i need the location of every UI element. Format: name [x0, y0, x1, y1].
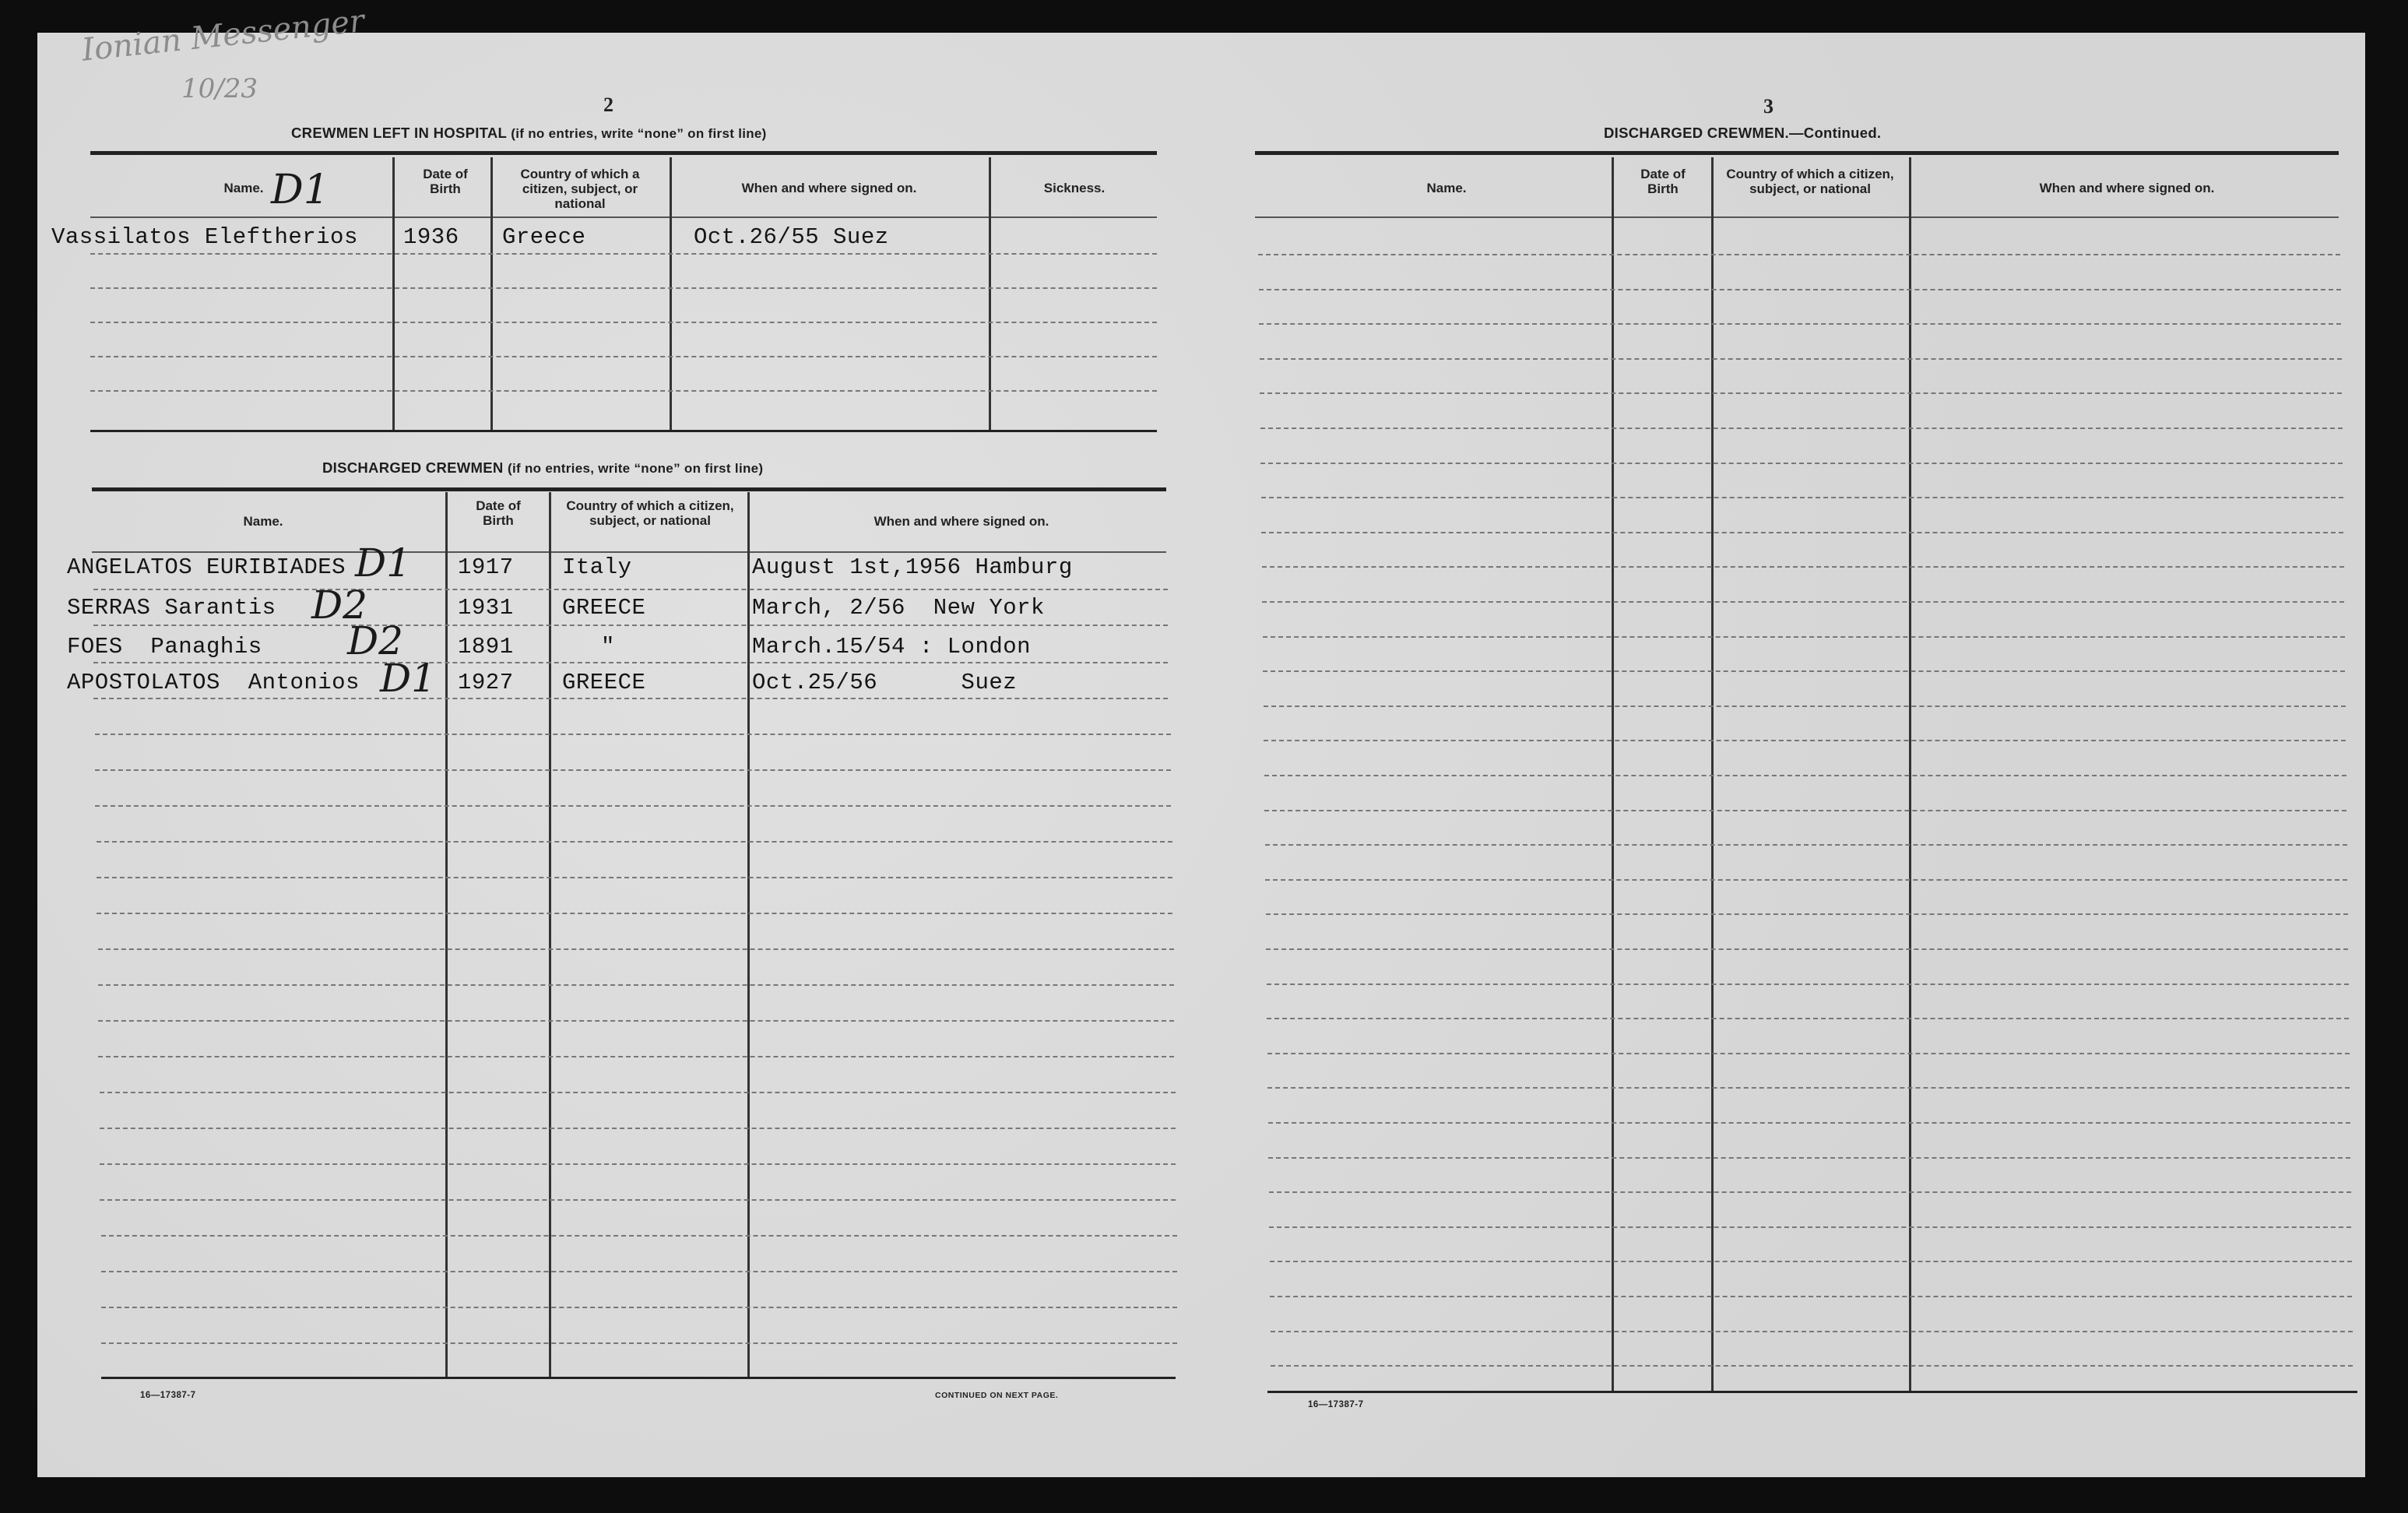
right-header-dob: Date of Birth — [1640, 167, 1686, 196]
discharged-entry-mark: D1 — [355, 540, 411, 586]
discharged-title-text: DISCHARGED CREWMEN — [322, 459, 504, 476]
discharged-entry-name: SERRAS Sarantis — [67, 595, 276, 621]
right-row-line — [1264, 810, 2346, 811]
right-row-line — [1268, 1122, 2350, 1124]
hospital-bottom-rule — [90, 430, 1157, 432]
left-page-number: 2 — [603, 93, 613, 116]
discharged-entry-country: GREECE — [562, 670, 646, 695]
hospital-header-mark: D1 — [271, 167, 329, 213]
right-col-divider-3 — [1909, 157, 1911, 1391]
discharged-entry-name: FOES Panaghis — [67, 634, 262, 660]
hospital-entry-dob: 1936 — [403, 224, 459, 250]
right-row-line — [1260, 463, 2343, 464]
discharged-header-name: Name. — [243, 514, 283, 529]
discharged-header-dob: Date of Birth — [476, 498, 521, 528]
discharged-entry-country: " — [601, 634, 615, 660]
right-bottom-rule — [1267, 1391, 2357, 1393]
discharged-entry-signed-on: August 1st,1956 Hamburg — [752, 554, 1073, 580]
hospital-col-divider-2 — [490, 157, 493, 430]
right-row-line — [1264, 705, 2346, 707]
right-row-line — [1270, 1296, 2352, 1297]
right-header-signed-on: When and where signed on. — [2039, 181, 2215, 195]
hospital-header-country: Country of which a citizen, subject, or national — [520, 167, 640, 211]
hospital-header-dob: Date of Birth — [423, 167, 468, 196]
right-header-country: Country of which a citizen, subject, or national — [1726, 167, 1894, 196]
hospital-entry-signed-on: Oct.26/55 Suez — [694, 224, 889, 250]
left-form-number: 16—17387-7 — [140, 1391, 196, 1400]
right-row-line — [1261, 532, 2343, 533]
discharged-entry-dob: 1891 — [458, 634, 514, 660]
right-row-line — [1260, 392, 2342, 394]
hospital-header-name: Name. — [223, 181, 264, 195]
discharged-top-rule — [92, 487, 1166, 491]
hospital-top-rule — [90, 151, 1157, 155]
discharged-section-title — [322, 459, 763, 477]
right-row-line — [1264, 740, 2346, 741]
continued-note: CONTINUED ON NEXT PAGE. — [935, 1391, 1059, 1400]
discharged-title-note: (if no entries, write “none” on first line) — [508, 461, 764, 476]
right-row-line — [1260, 428, 2343, 429]
hospital-col-divider-4 — [989, 157, 991, 430]
right-row-line — [1258, 254, 2340, 255]
right-row-line — [1264, 775, 2346, 776]
discharged-entry-dob: 1931 — [458, 595, 514, 621]
right-section-title: DISCHARGED CREWMEN.—Continued. — [1604, 125, 1882, 141]
right-row-line — [1263, 636, 2345, 638]
hospital-section-title — [291, 125, 767, 142]
discharged-header-rule — [92, 551, 1166, 553]
discharged-entry-signed-on: Oct.25/56 Suez — [752, 670, 1018, 695]
hospital-col-divider-1 — [392, 157, 395, 430]
right-row-line — [1262, 566, 2344, 568]
discharged-header-signed-on: When and where signed on. — [874, 514, 1049, 529]
right-row-line — [1271, 1331, 2353, 1332]
hospital-header-signed-on: When and where signed on. — [741, 181, 917, 195]
discharged-bottom-rule — [101, 1377, 1176, 1379]
right-row-line — [1269, 1226, 2351, 1228]
right-row-line — [1269, 1191, 2351, 1193]
right-row-line — [1267, 1087, 2350, 1089]
right-row-line — [1261, 497, 2343, 498]
right-top-rule — [1255, 151, 2339, 155]
hospital-title-text: CREWMEN LEFT IN HOSPITAL — [291, 125, 507, 141]
discharged-entry-signed-on: March, 2/56 New York — [752, 595, 1045, 621]
hospital-col-divider-3 — [670, 157, 672, 430]
discharged-entry-name: ANGELATOS EURIBIADES — [67, 554, 346, 580]
right-row-line — [1265, 879, 2347, 881]
discharged-entry-dob: 1917 — [458, 554, 514, 580]
hospital-header-rule — [90, 216, 1157, 218]
discharged-entry-mark: D2 — [311, 582, 367, 628]
hospital-title-note: (if no entries, write “none” on first line) — [511, 126, 767, 141]
right-row-line — [1260, 358, 2342, 360]
right-row-line — [1263, 670, 2345, 672]
right-row-line — [1267, 1053, 2350, 1054]
right-row-line — [1262, 601, 2344, 603]
right-row-line — [1267, 983, 2349, 985]
right-form-number: 16—17387-7 — [1308, 1400, 1364, 1409]
hospital-entry-country: Greece — [502, 224, 586, 250]
handwritten-ship-name: Ionian Messenger — [80, 2, 367, 69]
right-row-line — [1266, 948, 2348, 950]
right-col-divider-1 — [1612, 157, 1614, 1391]
right-col-divider-2 — [1711, 157, 1714, 1391]
discharged-entry-dob: 1927 — [458, 670, 514, 695]
right-row-line — [1259, 289, 2341, 290]
right-header-name: Name. — [1426, 181, 1467, 195]
hospital-header-sickness: Sickness. — [1043, 181, 1106, 195]
discharged-entry-country: Italy — [562, 554, 632, 580]
right-header-rule — [1255, 216, 2339, 218]
right-row-line — [1259, 323, 2341, 325]
discharged-entry-mark: D2 — [347, 618, 403, 663]
right-row-line — [1266, 913, 2348, 915]
hospital-entry-name: Vassilatos Eleftherios — [51, 224, 358, 250]
right-page-number: 3 — [1763, 95, 1773, 118]
right-row-line — [1268, 1157, 2350, 1159]
document-sheet — [37, 2, 2365, 1477]
discharged-entry-name: APOSTOLATOS Antonios — [67, 670, 360, 695]
right-row-line — [1267, 1018, 2349, 1019]
right-row-line — [1271, 1365, 2353, 1367]
discharged-header-country: Country of which a citizen, subject, or national — [566, 498, 734, 528]
discharged-entry-country: GREECE — [562, 595, 646, 621]
handwritten-date-note: 10/23 — [181, 73, 258, 104]
right-row-line — [1265, 844, 2347, 846]
discharged-entry-signed-on: March.15/54 : London — [752, 634, 1032, 660]
discharged-entry-mark: D1 — [380, 656, 436, 701]
right-row-line — [1270, 1261, 2352, 1262]
